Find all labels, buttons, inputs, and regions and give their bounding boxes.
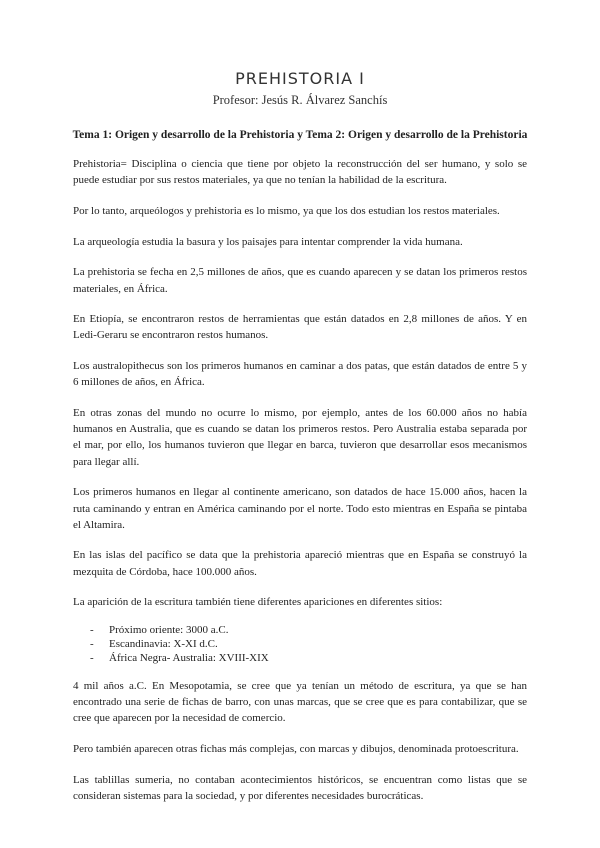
list-item-text: Próximo oriente: 3000 a.C.: [109, 624, 229, 637]
professor-line: Profesor: Jesús R. Álvarez Sanchís: [212, 93, 388, 107]
writing-dates-list: [73, 623, 527, 665]
paragraph: La prehistoria se fecha en 2,5 millones de años, que es cuando aparecen y se datan los primeros restos materiales, en África.: [73, 266, 527, 295]
document-body: [73, 156, 527, 819]
bullet-dash: -: [90, 624, 94, 637]
paragraph: Prehistoria= Disciplina o ciencia que tiene por objeto la reconstrucción del ser humano, y solo se puede estudiar por sus restos materiales, ya que no tenían la habilidad de la escritura.: [73, 158, 527, 187]
paragraph: En otras zonas del mundo no ocurre lo mismo, por ejemplo, antes de los 60.000 años no había humanos en Australia, que es cuando se datan los primeros restos. Pero Australia estaba separada por el mar, por ello, los humanos tuvieron que llegar en barca, tuvieron que desarrollar esos mecanismos para llegar allí.: [73, 407, 527, 468]
paragraph: 4 mil años a.C. En Mesopotamia, se cree que ya tenían un método de escritura, ya que se han encontrado una serie de fichas de barro, con unas marcas, que se cree que es para contabilizar, que se cree que aparecen por la necesidad de comercio.: [73, 680, 527, 725]
paragraph: Pero también aparecen otras fichas más complejas, con marcas y dibujos, denominada protoescritura.: [73, 743, 519, 756]
paragraph: Las tablillas sumeria, no contaban acontecimientos históricos, se encuentran como listas que se consideran sistemas para la sociedad, y por diferentes necesidades burocráticas.: [73, 773, 527, 803]
bullet-dash: -: [90, 652, 94, 665]
page-title: PREHISTORIA I: [235, 69, 365, 88]
list-item: [73, 637, 527, 651]
topic-heading: Tema 1: Origen y desarrollo de la Prehistoria y Tema 2: Origen y desarrollo de la Prehistoria: [72, 129, 528, 141]
bullet-dash: -: [90, 638, 94, 651]
paragraph: En las islas del pacífico se data que la prehistoria apareció mientras que en España se construyó la mezquita de Córdoba, hace 100.000 años.: [73, 549, 527, 578]
list-item: [73, 651, 527, 665]
list-item: [73, 623, 527, 637]
paragraph: Los australopithecus son los primeros humanos en caminar a dos patas, que están datados de entre 5 y 6 millones de años, en África.: [73, 360, 527, 389]
paragraph: Los primeros humanos en llegar al continente americano, son datados de hace 15.000 años, hacen la ruta caminando y entran en América caminando por el norte. Todo esto mientras en España se pintaba el Altamira.: [73, 486, 527, 531]
paragraph: La arqueología estudia la basura y los paisajes para intentar comprender la vida humana.: [73, 235, 463, 248]
paragraph: En Etiopía, se encontraron restos de herramientas que están datados en 2,8 millones de años. Y en Ledi-Geraru se encontraron restos humanos.: [73, 313, 527, 342]
list-item-text: Escandinavia: X-XI d.C.: [109, 638, 218, 651]
paragraph: Por lo tanto, arqueólogos y prehistoria es lo mismo, ya que los dos estudian los restos materiales.: [73, 204, 500, 217]
paragraph: La aparición de la escritura también tiene diferentes apariciones en diferentes sitios:: [73, 596, 443, 609]
list-item-text: África Negra- Australia: XVIII-XIX: [109, 652, 269, 665]
